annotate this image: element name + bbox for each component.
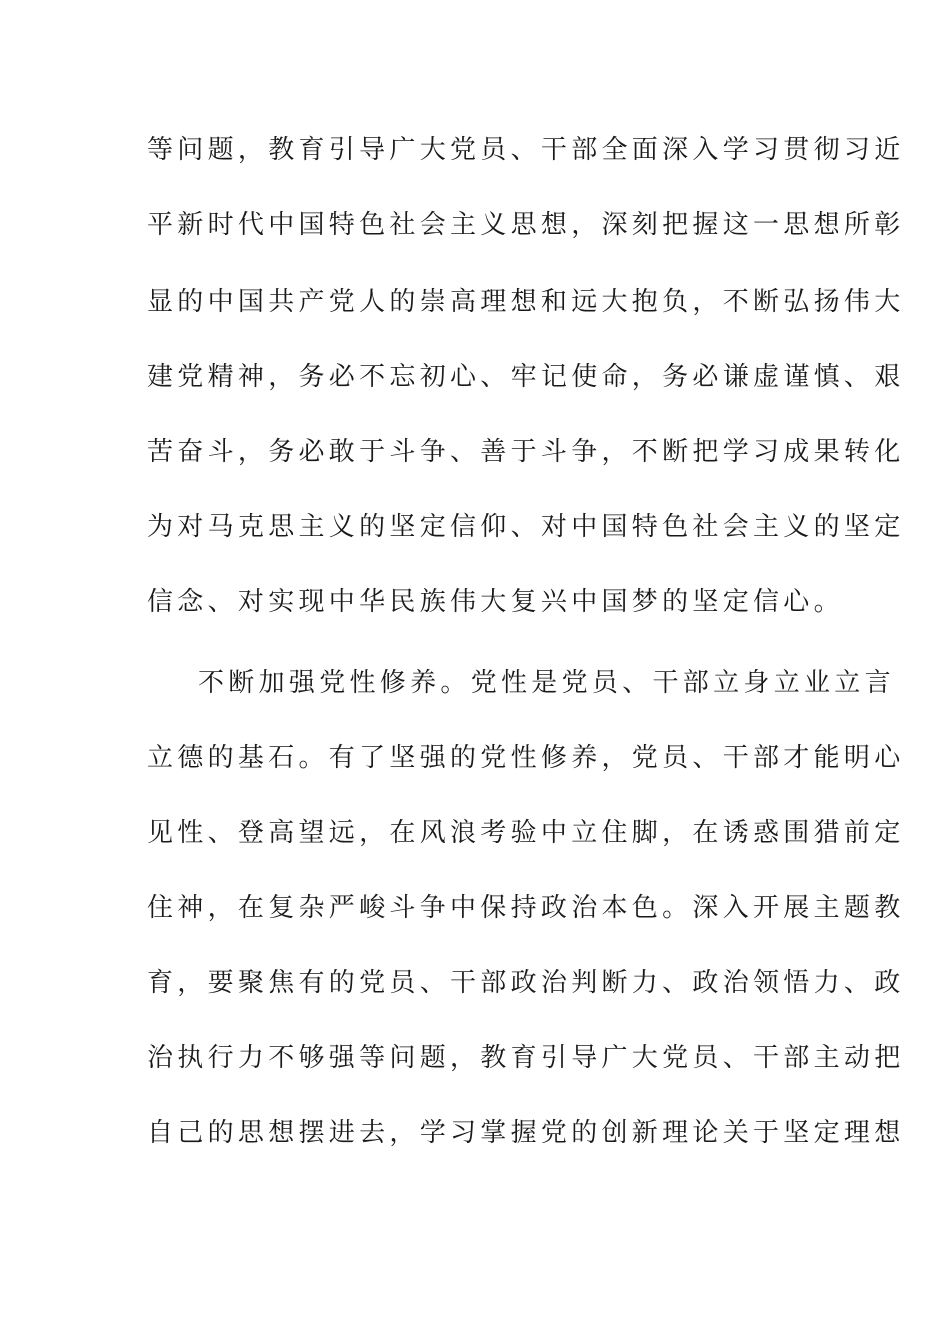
paragraph-line: 住神，在复杂严峻斗争中保持政治本色。深入开展主题教 xyxy=(147,893,905,923)
paragraph-line: 育，要聚焦有的党员、干部政治判断力、政治领悟力、政 xyxy=(147,968,905,998)
paragraph-line: 自己的思想摆进去，学习掌握党的创新理论关于坚定理想 xyxy=(147,1118,905,1148)
paragraph-line: 建党精神，务必不忘初心、牢记使命，务必谦虚谨慎、艰 xyxy=(147,362,905,392)
paragraph-line: 治执行力不够强等问题，教育引导广大党员、干部主动把 xyxy=(147,1043,905,1073)
paragraph-line: 等问题，教育引导广大党员、干部全面深入学习贯彻习近 xyxy=(147,135,905,165)
paragraph-line-indented: 不断加强党性修养。党性是党员、干部立身立业立言 xyxy=(198,668,895,698)
paragraph-line: 为对马克思主义的坚定信仰、对中国特色社会主义的坚定 xyxy=(147,512,905,542)
paragraph-line: 立德的基石。有了坚强的党性修养，党员、干部才能明心 xyxy=(147,743,905,773)
paragraph-line: 显的中国共产党人的崇高理想和远大抱负，不断弘扬伟大 xyxy=(147,287,905,317)
paragraph-line: 信念、对实现中华民族伟大复兴中国梦的坚定信心。 xyxy=(147,587,844,617)
paragraph-line: 平新时代中国特色社会主义思想，深刻把握这一思想所彰 xyxy=(147,210,905,240)
paragraph-line: 见性、登高望远，在风浪考验中立住脚，在诱惑围猎前定 xyxy=(147,818,905,848)
paragraph-line: 苦奋斗，务必敢于斗争、善于斗争，不断把学习成果转化 xyxy=(147,437,905,467)
